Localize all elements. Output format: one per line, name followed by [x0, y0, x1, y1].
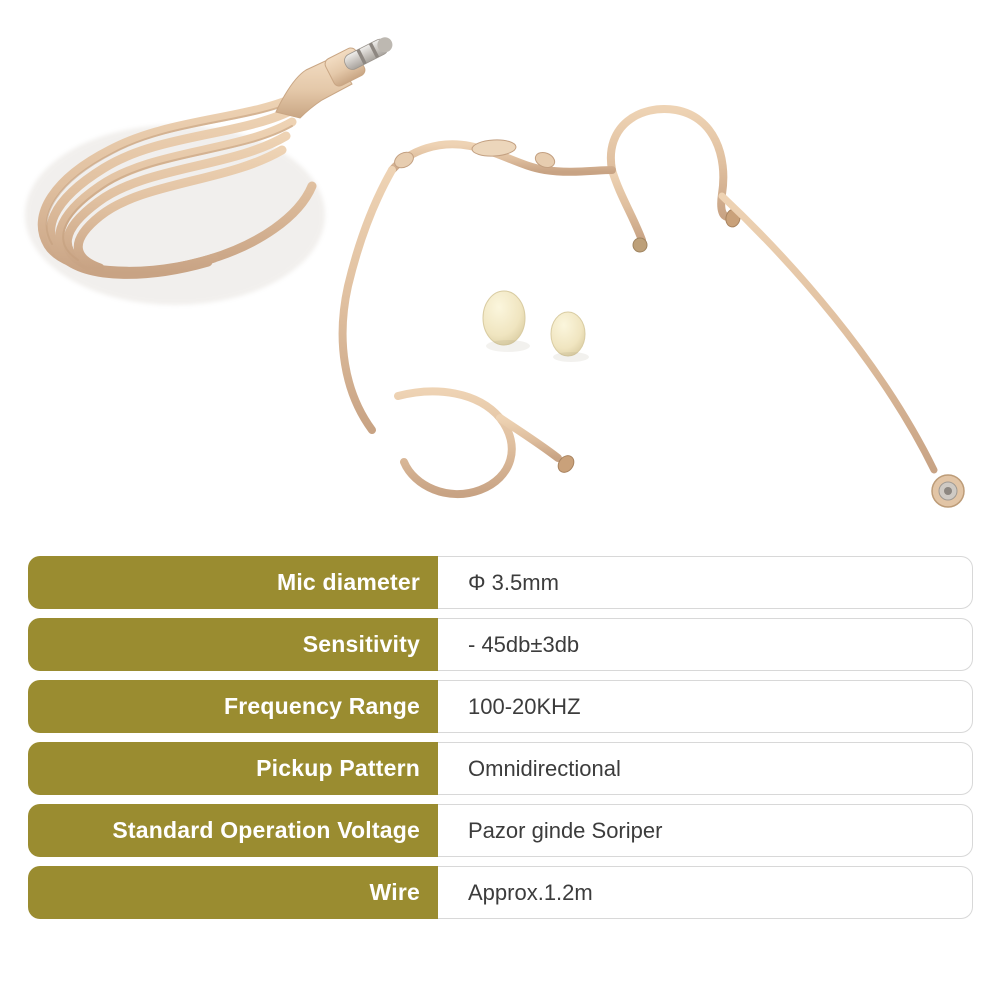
table-row	[28, 680, 973, 733]
spec-value: Approx.1.2m	[438, 866, 973, 919]
foam-windscreen-small	[551, 312, 585, 356]
spec-label: Standard Operation Voltage	[28, 804, 438, 857]
spec-value: - 45db±3db	[438, 618, 973, 671]
spec-label: Mic diameter	[28, 556, 438, 609]
table-row	[28, 866, 973, 919]
spec-value: Omnidirectional	[438, 742, 973, 795]
mic-capsule	[932, 475, 964, 507]
spec-label: Sensitivity	[28, 618, 438, 671]
table-row	[28, 556, 973, 609]
specification-table	[28, 556, 973, 919]
spec-value: Φ 3.5mm	[438, 556, 973, 609]
table-row	[28, 804, 973, 857]
spec-value: Pazor ginde Soriper	[438, 804, 973, 857]
table-row	[28, 742, 973, 795]
foam-windscreen-large	[483, 291, 525, 345]
spec-label: Pickup Pattern	[28, 742, 438, 795]
spec-label: Wire	[28, 866, 438, 919]
table-row	[28, 618, 973, 671]
spec-label: Frequency Range	[28, 680, 438, 733]
right-hook-tip	[633, 238, 647, 252]
spec-value: 100-20KHZ	[438, 680, 973, 733]
